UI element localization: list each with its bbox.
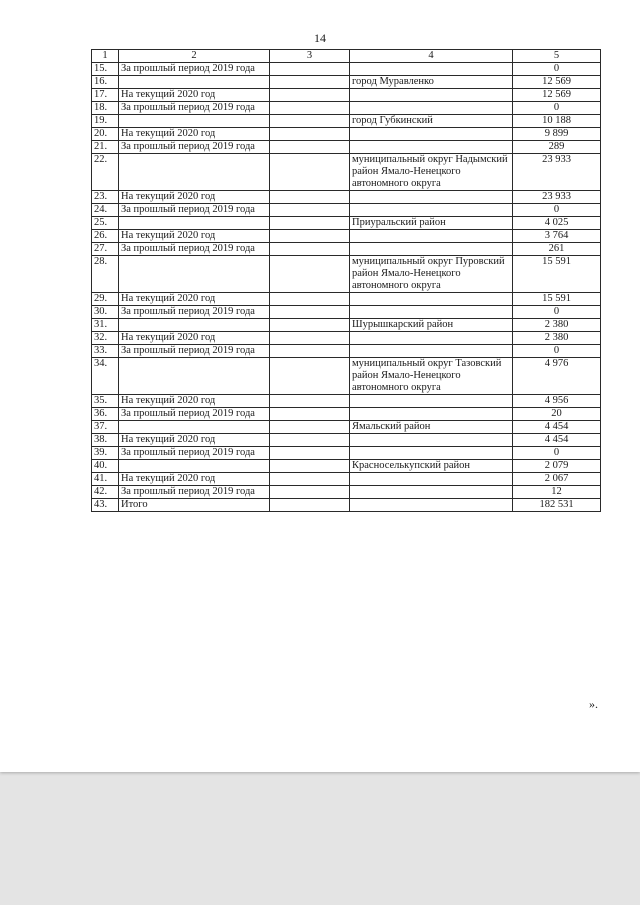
row-number-cell: 19. xyxy=(92,115,119,128)
row-number-cell: 40. xyxy=(92,460,119,473)
column-3-cell xyxy=(270,115,350,128)
table-row xyxy=(92,128,601,141)
table-row xyxy=(92,217,601,230)
region-cell xyxy=(350,499,513,512)
value-cell: 0 xyxy=(513,447,601,460)
period-cell: На текущий 2020 год xyxy=(119,395,270,408)
column-3-cell xyxy=(270,473,350,486)
period-cell: За прошлый период 2019 года xyxy=(119,447,270,460)
column-3-cell xyxy=(270,421,350,434)
table-row xyxy=(92,486,601,499)
table-row xyxy=(92,345,601,358)
region-cell xyxy=(350,408,513,421)
page-number: 14 xyxy=(314,31,326,45)
period-cell: За прошлый период 2019 года xyxy=(119,306,270,319)
header-col-1: 1 xyxy=(92,50,119,63)
value-cell: 4 976 xyxy=(513,358,601,395)
column-3-cell xyxy=(270,102,350,115)
region-cell xyxy=(350,230,513,243)
row-number-cell: 42. xyxy=(92,486,119,499)
period-cell xyxy=(119,256,270,293)
table-row xyxy=(92,319,601,332)
region-cell: муниципальный округ Тазовский район Ямало-Ненецкого автономного округа xyxy=(350,358,513,395)
row-number-cell: 26. xyxy=(92,230,119,243)
row-number-cell: 18. xyxy=(92,102,119,115)
row-number-cell: 15. xyxy=(92,63,119,76)
value-cell: 0 xyxy=(513,63,601,76)
table-row xyxy=(92,154,601,191)
region-cell xyxy=(350,141,513,154)
value-cell: 0 xyxy=(513,204,601,217)
period-cell: На текущий 2020 год xyxy=(119,332,270,345)
row-number-cell: 43. xyxy=(92,499,119,512)
row-number-cell: 36. xyxy=(92,408,119,421)
period-cell: На текущий 2020 год xyxy=(119,230,270,243)
row-number-cell: 31. xyxy=(92,319,119,332)
table-row xyxy=(92,230,601,243)
region-cell xyxy=(350,306,513,319)
region-cell xyxy=(350,204,513,217)
period-cell: На текущий 2020 год xyxy=(119,191,270,204)
column-3-cell xyxy=(270,319,350,332)
period-cell: За прошлый период 2019 года xyxy=(119,102,270,115)
period-cell: За прошлый период 2019 года xyxy=(119,486,270,499)
region-cell xyxy=(350,128,513,141)
value-cell: 2 380 xyxy=(513,319,601,332)
row-number-cell: 35. xyxy=(92,395,119,408)
table-row xyxy=(92,76,601,89)
region-cell xyxy=(350,332,513,345)
column-3-cell xyxy=(270,434,350,447)
column-3-cell xyxy=(270,89,350,102)
region-cell: город Губкинский xyxy=(350,115,513,128)
data-table xyxy=(91,49,601,512)
region-cell xyxy=(350,102,513,115)
row-number-cell: 39. xyxy=(92,447,119,460)
value-cell: 10 188 xyxy=(513,115,601,128)
period-cell: На текущий 2020 год xyxy=(119,128,270,141)
table-row xyxy=(92,499,601,512)
period-cell xyxy=(119,217,270,230)
column-3-cell xyxy=(270,128,350,141)
value-cell: 20 xyxy=(513,408,601,421)
table-row xyxy=(92,89,601,102)
closing-quote-mark: ». xyxy=(589,697,598,711)
region-cell: муниципальный округ Надымский район Ямало-Ненецкого автономного округа xyxy=(350,154,513,191)
table-row xyxy=(92,256,601,293)
value-cell: 0 xyxy=(513,345,601,358)
table-row xyxy=(92,421,601,434)
row-number-cell: 23. xyxy=(92,191,119,204)
region-cell xyxy=(350,434,513,447)
region-cell xyxy=(350,293,513,306)
row-number-cell: 30. xyxy=(92,306,119,319)
row-number-cell: 21. xyxy=(92,141,119,154)
value-cell: 15 591 xyxy=(513,293,601,306)
column-3-cell xyxy=(270,63,350,76)
column-3-cell xyxy=(270,447,350,460)
row-number-cell: 17. xyxy=(92,89,119,102)
period-cell: За прошлый период 2019 года xyxy=(119,63,270,76)
period-cell: За прошлый период 2019 года xyxy=(119,204,270,217)
column-3-cell xyxy=(270,293,350,306)
region-cell: Шурышкарский район xyxy=(350,319,513,332)
row-number-cell: 29. xyxy=(92,293,119,306)
column-3-cell xyxy=(270,76,350,89)
column-3-cell xyxy=(270,154,350,191)
period-cell xyxy=(119,358,270,395)
period-cell xyxy=(119,115,270,128)
row-number-cell: 16. xyxy=(92,76,119,89)
period-cell: На текущий 2020 год xyxy=(119,89,270,102)
column-3-cell xyxy=(270,204,350,217)
header-col-2: 2 xyxy=(119,50,270,63)
period-cell xyxy=(119,460,270,473)
column-3-cell xyxy=(270,460,350,473)
table-row xyxy=(92,306,601,319)
row-number-cell: 20. xyxy=(92,128,119,141)
region-cell xyxy=(350,191,513,204)
column-3-cell xyxy=(270,408,350,421)
header-col-5: 5 xyxy=(513,50,601,63)
row-number-cell: 27. xyxy=(92,243,119,256)
region-cell: Приуральский район xyxy=(350,217,513,230)
value-cell: 4 454 xyxy=(513,421,601,434)
period-cell: За прошлый период 2019 года xyxy=(119,141,270,154)
row-number-cell: 32. xyxy=(92,332,119,345)
table-row xyxy=(92,473,601,486)
period-cell xyxy=(119,76,270,89)
period-cell: На текущий 2020 год xyxy=(119,434,270,447)
value-cell: 9 899 xyxy=(513,128,601,141)
region-cell xyxy=(350,63,513,76)
value-cell: 12 569 xyxy=(513,89,601,102)
column-3-cell xyxy=(270,358,350,395)
region-cell xyxy=(350,486,513,499)
row-number-cell: 41. xyxy=(92,473,119,486)
region-cell xyxy=(350,473,513,486)
column-3-cell xyxy=(270,243,350,256)
period-cell: На текущий 2020 год xyxy=(119,473,270,486)
region-cell xyxy=(350,447,513,460)
column-3-cell xyxy=(270,217,350,230)
header-col-4: 4 xyxy=(350,50,513,63)
value-cell: 0 xyxy=(513,306,601,319)
value-cell: 23 933 xyxy=(513,191,601,204)
table-row xyxy=(92,63,601,76)
table-row xyxy=(92,115,601,128)
value-cell: 0 xyxy=(513,102,601,115)
table-row xyxy=(92,141,601,154)
row-number-cell: 33. xyxy=(92,345,119,358)
period-cell xyxy=(119,154,270,191)
row-number-cell: 25. xyxy=(92,217,119,230)
value-cell: 12 xyxy=(513,486,601,499)
value-cell: 2 067 xyxy=(513,473,601,486)
column-3-cell xyxy=(270,486,350,499)
region-cell: город Муравленко xyxy=(350,76,513,89)
column-3-cell xyxy=(270,345,350,358)
column-3-cell xyxy=(270,141,350,154)
table-row xyxy=(92,293,601,306)
region-cell: Красноселькупский район xyxy=(350,460,513,473)
column-3-cell xyxy=(270,332,350,345)
column-3-cell xyxy=(270,230,350,243)
table-row xyxy=(92,102,601,115)
period-cell: За прошлый период 2019 года xyxy=(119,408,270,421)
period-cell xyxy=(119,319,270,332)
region-cell: Ямальский район xyxy=(350,421,513,434)
period-cell xyxy=(119,421,270,434)
table-row xyxy=(92,332,601,345)
table-row xyxy=(92,408,601,421)
value-cell: 12 569 xyxy=(513,76,601,89)
column-3-cell xyxy=(270,256,350,293)
table-header xyxy=(92,50,601,63)
region-cell xyxy=(350,89,513,102)
table-row xyxy=(92,358,601,395)
period-cell: На текущий 2020 год xyxy=(119,293,270,306)
value-cell: 4 025 xyxy=(513,217,601,230)
region-cell: муниципальный округ Пуровский район Ямало-Ненецкого автономного округа xyxy=(350,256,513,293)
row-number-cell: 34. xyxy=(92,358,119,395)
region-cell xyxy=(350,395,513,408)
row-number-cell: 22. xyxy=(92,154,119,191)
column-3-cell xyxy=(270,395,350,408)
column-3-cell xyxy=(270,306,350,319)
table-row xyxy=(92,243,601,256)
value-cell: 2 380 xyxy=(513,332,601,345)
value-cell: 289 xyxy=(513,141,601,154)
header-col-3: 3 xyxy=(270,50,350,63)
value-cell: 182 531 xyxy=(513,499,601,512)
period-cell: За прошлый период 2019 года xyxy=(119,345,270,358)
region-cell xyxy=(350,345,513,358)
row-number-cell: 28. xyxy=(92,256,119,293)
value-cell: 23 933 xyxy=(513,154,601,191)
table-body xyxy=(92,63,601,512)
value-cell: 4 454 xyxy=(513,434,601,447)
value-cell: 15 591 xyxy=(513,256,601,293)
value-cell: 4 956 xyxy=(513,395,601,408)
row-number-cell: 37. xyxy=(92,421,119,434)
header-row xyxy=(92,50,601,63)
value-cell: 3 764 xyxy=(513,230,601,243)
table-row xyxy=(92,191,601,204)
table-row xyxy=(92,460,601,473)
column-3-cell xyxy=(270,499,350,512)
table-row xyxy=(92,395,601,408)
row-number-cell: 24. xyxy=(92,204,119,217)
column-3-cell xyxy=(270,191,350,204)
value-cell: 2 079 xyxy=(513,460,601,473)
row-number-cell: 38. xyxy=(92,434,119,447)
period-cell: За прошлый период 2019 года xyxy=(119,243,270,256)
value-cell: 261 xyxy=(513,243,601,256)
table-row xyxy=(92,434,601,447)
region-cell xyxy=(350,243,513,256)
period-cell: Итого xyxy=(119,499,270,512)
table-row xyxy=(92,447,601,460)
table-row xyxy=(92,204,601,217)
